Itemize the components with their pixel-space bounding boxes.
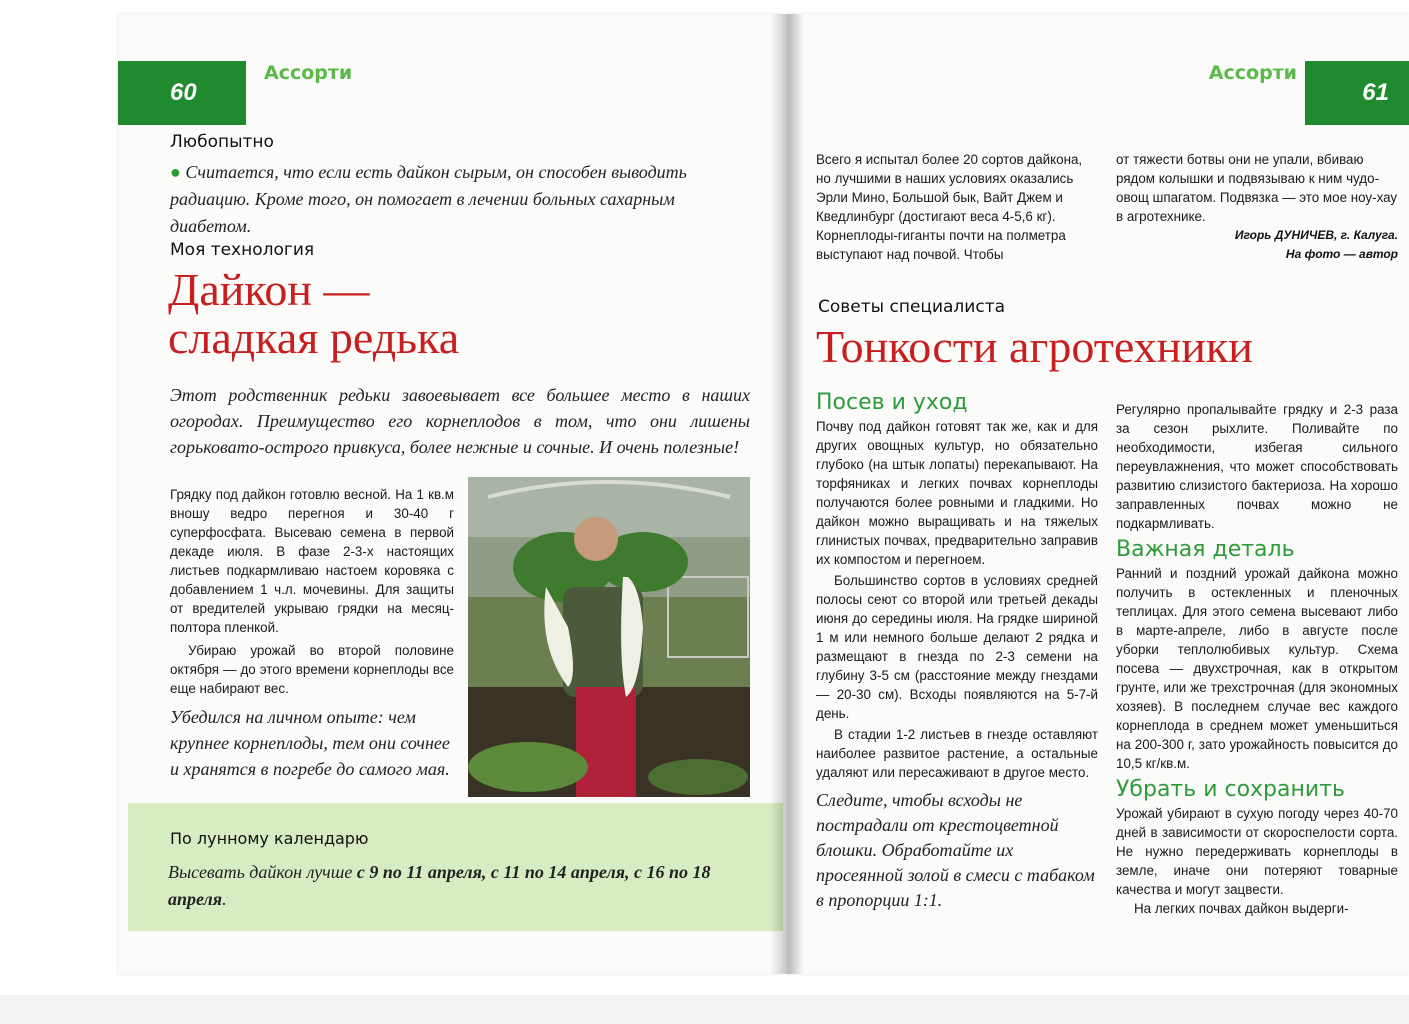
article-body bbox=[170, 485, 454, 698]
article-lead: Этот родственник редьки завоевывает все большее место в наших огородах. Преимущество его корнеплодов в том, что они лишены горьковато-острого привкуса, более нежные и сочные. И очень полезные! bbox=[170, 385, 750, 457]
article-title-line2: сладкая редька bbox=[168, 312, 460, 363]
flea-beetle-tip: Следите, чтобы всходы не пострадали от крестоцветной блошки. Обработайте их просеянной золой в смеси с табаком в пропорции 1:1. bbox=[816, 790, 1095, 910]
body-paragraph-2: Убираю урожай во второй половине октября — до этого времени корнеплоды все еще набирают вес. bbox=[170, 643, 454, 696]
curious-body: Считается, что если есть дайкон сырым, он способен выводить радиацию. Кроме того, он помогает в лечении больных сахарным диабетом. bbox=[170, 162, 687, 236]
author-photo bbox=[468, 477, 750, 797]
photo-illustration bbox=[468, 477, 750, 797]
harvest-paragraph-2: На легких почвах дайкон выдерги- bbox=[1134, 901, 1349, 916]
sowing-paragraph-3: В стадии 1-2 листьев в гнезде оставляют наиболее развитое растение, а остальные удаляют или пересаживают в другое место. bbox=[816, 727, 1098, 780]
bullet-icon: ● bbox=[170, 162, 181, 182]
sowing-paragraph-1: Почву под дайкон готовят так же, как и для других овощных культур, но обязательно глубоко (на штык лопаты) перекапывают. На торфяниках и легких почвах корнеплоды получаются более ровными и гладкими. Но дайкон можно выращивать и на тяжелых глинистых почвах, предварительно заправив их компостом и перегноем. bbox=[816, 419, 1098, 567]
continuation-col1: Всего я испытал более 20 сортов дайкона, но лучшими в наших условиях оказались Эрли Мино, Большой бык, Вайт Джем и Кведлинбург (достигают веса 4-5,6 кг). Корнеплоды-гиганты почти на полметра выступают над почвой. Чтобы bbox=[816, 152, 1083, 262]
advice-label: Советы специалиста bbox=[818, 297, 1006, 317]
scan-margin bbox=[0, 995, 1409, 1024]
section-label-right: Ассорти bbox=[1208, 62, 1297, 84]
author-signature: Игорь ДУНИЧЕВ, г. Калуга. bbox=[1234, 228, 1398, 242]
advice-title: Тонкости агротехники bbox=[816, 321, 1253, 372]
curious-text bbox=[170, 159, 750, 240]
continuation-text: от тяжести ботвы они не упали, вбиваю рядом колышки и подвязываю к ним чудо-овощ шпагатом. Подвязка — это мое ноу-хау в агротехнике. bbox=[1116, 152, 1398, 224]
lunar-calendar-title: По лунному календарю bbox=[170, 829, 369, 848]
subhead-harvest: Убрать и сохранить bbox=[1116, 777, 1345, 802]
continuation-col2 bbox=[1116, 150, 1398, 264]
weeding-paragraph: Регулярно пропалывайте грядку и 2-3 раза за сезон рыхлите. Поливайте по необходимости, избегая сильного переувлажнения, что может способствовать развитию слизистого бактериоза. На хорошо заправленных почвах можно не подкармливать. bbox=[1116, 402, 1398, 531]
lunar-prefix: Высевать дайкон лучше bbox=[168, 862, 357, 882]
lunar-dates: с 9 по 11 апреля, с 11 по 14 апреля, с 16 по 18 апреля bbox=[168, 862, 711, 909]
right-page bbox=[786, 14, 1409, 974]
page-number-right: 61 bbox=[1305, 61, 1409, 125]
tech-label: Моя технология bbox=[170, 240, 315, 260]
subhead-sowing: Посев и уход bbox=[816, 390, 968, 415]
sowing-paragraph-2: Большинство сортов в условиях средней полосы сеют со второй или третьей декады июня до середины июля. На грядке шириной 1 м или немного больше делают 2 рядка и размещают в гнезда по 2-3 семени на глубину 3-5 см (расстояние между гнездами — 20-30 см). Всходы появляются на 5-7-й день. bbox=[816, 573, 1098, 721]
subhead-important-detail: Важная деталь bbox=[1116, 537, 1295, 562]
lunar-calendar-box bbox=[128, 803, 783, 931]
left-page bbox=[118, 14, 783, 974]
article-title bbox=[168, 266, 459, 362]
advice-col2 bbox=[1116, 400, 1398, 918]
greenhouse-paragraph: Ранний и поздний урожай дайкона можно получить в остекленных и пленочных теплицах. Для этого семена высевают либо в марте-апреле, либо в августе после уборки теплолюбивых культур. Схема посева — двухстрочная, как в открытом грунте, или же трехстрочная (для экономных хозяев). В последнем случае вес каждого корнеплода в среднем может уменьшиться на 200-300 г, зато урожайность повысится до 10,5 кг/кв.м. bbox=[1116, 566, 1398, 771]
page-number-left: 60 bbox=[118, 61, 246, 125]
article-title-line1: Дайкон — bbox=[168, 264, 370, 315]
advice-col1-body bbox=[816, 417, 1098, 782]
italic-note: Убедился на личном опыте: чем крупнее корнеплоды, тем они сочнее и хранятся в погребе до самого мая. bbox=[170, 707, 450, 779]
body-paragraph-1: Грядку под дайкон готовлю весной. На 1 кв.м вношу ведро перегноя и 30-40 г суперфосфата. Высеваю семена в первой декаде июля. В фазе 2-3-х настоящих листьев подкармливаю настоем коровяка с добавлением 1 ч.л. мочевины. Для защиты от вредителей укрываю грядки на месяц-полтора пленкой. bbox=[170, 487, 454, 635]
lunar-suffix: . bbox=[222, 889, 227, 909]
advice-col1 bbox=[816, 390, 1098, 913]
photo-credit: На фото — автор bbox=[1285, 247, 1398, 261]
lunar-calendar-text bbox=[168, 859, 728, 913]
curious-label: Любопытно bbox=[170, 132, 274, 152]
harvest-paragraph: Урожай убирают в сухую погоду через 40-70 дней в зависимости от скороспелости сорта. Не нужно передерживать корнеплоды в земле, иначе они потеряют товарные качества и могут зацвести. bbox=[1116, 806, 1398, 897]
section-label-left: Ассорти bbox=[264, 62, 353, 84]
